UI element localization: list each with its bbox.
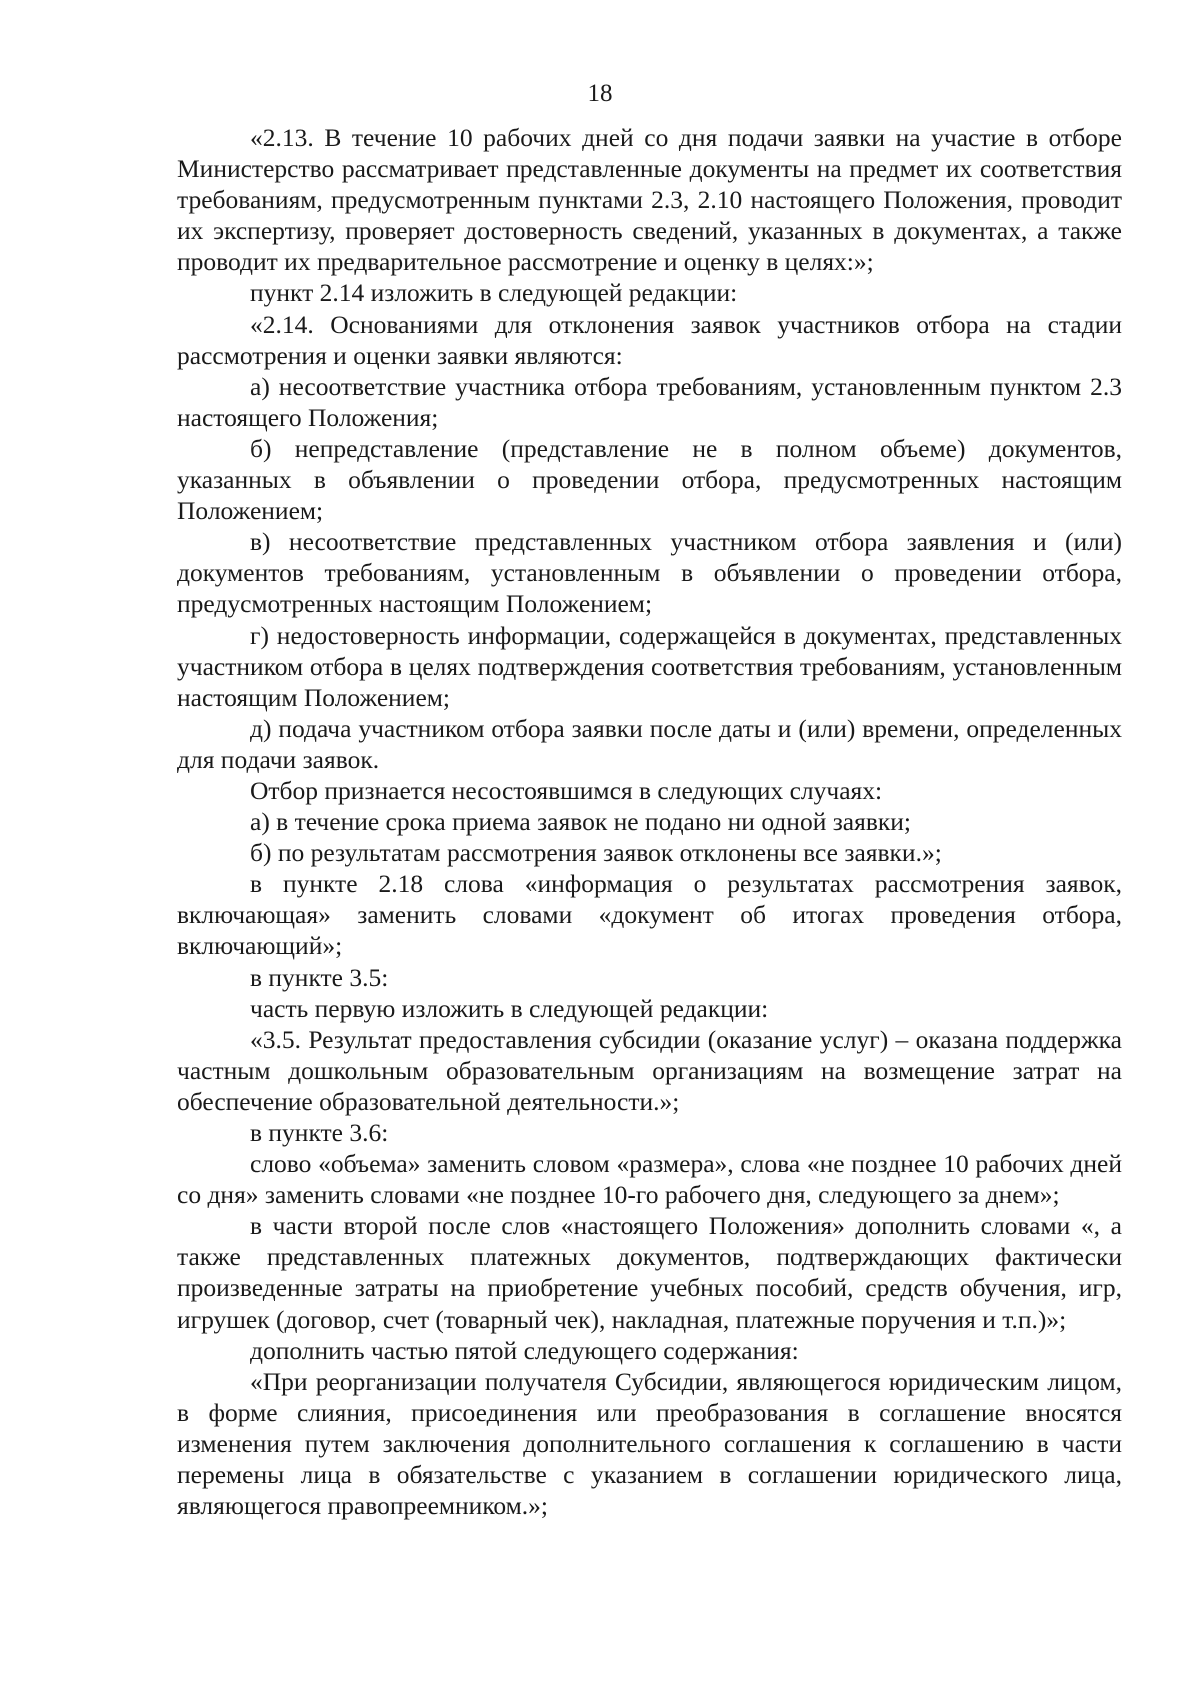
paragraph-amend-3-5-part1: часть первую изложить в следующей редакции: xyxy=(250,993,769,1023)
document-body xyxy=(177,122,1122,1521)
list-item-b: б) непредставление (представление не в полном объеме) документов, указанных в объявлении о проведении отбора, предусмотренных настоящим Положением; xyxy=(177,433,1122,526)
page-number: 18 xyxy=(587,80,613,107)
paragraph-amend-2-14-intro: пункт 2.14 изложить в следующей редакции: xyxy=(250,278,738,308)
paragraph-2-14-text: «2.14. Основаниями для отклонения заявок участников отбора на стадии рассмотрения и оценки заявки являются: xyxy=(177,309,1122,370)
paragraph-reorganization-text: «При реорганизации получателя Субсидии, являющегося юридическим лицом, в форме слияния, присоединения или преобразования в соглашение вносятся изменения путем заключения дополнительного соглашения к соглашению в части перемены лица в обязательстве с указанием в соглашении юридического лица, являющегося правопреемником.»; xyxy=(177,1366,1122,1521)
paragraph-selection-failed: Отбор признается несостоявшимся в следующих случаях: xyxy=(250,775,883,805)
paragraph-2-13-text: «2.13. В течение 10 рабочих дней со дня подачи заявки на участие в отборе Министерство рассматривает представленные документы на предмет их соответствия требованиям, предусмотренным пунктами 2.3, 2.10 настоящего Положения, проводит их экспертизу, проверяет достоверность сведений, указанных в документах, а также проводит их предварительное рассмотрение и оценку в целях:»; xyxy=(177,123,1122,277)
paragraph-3-5-text: «3.5. Результат предоставления субсидии (оказание услуг) – оказана поддержка частным дошкольным образовательным организациям на возмещение затрат на обеспечение образовательной деятельности.»; xyxy=(177,1024,1122,1116)
list-item-a: а) несоответствие участника отбора требованиям, установленным пунктом 2.3 настоящего Положения; xyxy=(177,371,1122,432)
paragraph-amend-3-6-intro: в пункте 3.6: xyxy=(250,1118,389,1147)
list-item-d: д) подача участником отбора заявки после даты и (или) времени, определенных для подачи заявок. xyxy=(177,713,1122,774)
paragraph-amend-3-6-part5-intro: дополнить частью пятой следующего содержания: xyxy=(250,1335,799,1365)
paragraph-amend-2-18: в пункте 2.18 слова «информация о результатах рассмотрения заявок, включающая» заменить словами «документ об итогах проведения отбора, включающий»; xyxy=(177,869,1122,961)
list-item-v: в) несоответствие представленных участником отбора заявления и (или) документов требованиям, установленным в объявлении о проведении отбора, предусмотренных настоящим Положением; xyxy=(177,527,1122,619)
list-item-failed-a: а) в течение срока приема заявок не подано ни одной заявки; xyxy=(250,807,912,837)
list-item-g: г) недостоверность информации, содержащейся в документах, представленных участником отбора в целях подтверждения соответствия требованиям, установленным настоящим Положением; xyxy=(177,620,1122,712)
list-item-failed-b: б) по результатам рассмотрения заявок отклонены все заявки.»; xyxy=(250,838,942,868)
paragraph-amend-3-5-intro: в пункте 3.5: xyxy=(250,962,389,992)
paragraph-amend-3-6-part2: в части второй после слов «настоящего Положения» дополнить словами «, а также представленных платежных документов, подтверждающих фактически произведенные затраты на приобретение учебных пособий, средств обучения, игр, игрушек (договор, счет (товарный чек), накладная, платежные поручения и т.п.)»; xyxy=(177,1211,1122,1334)
paragraph-amend-3-6-words: слово «объема» заменить словом «размера», слова «не позднее 10 рабочих дней со дня» заменить словами «не позднее 10-го рабочего дня, следующего за днем»; xyxy=(177,1149,1122,1210)
